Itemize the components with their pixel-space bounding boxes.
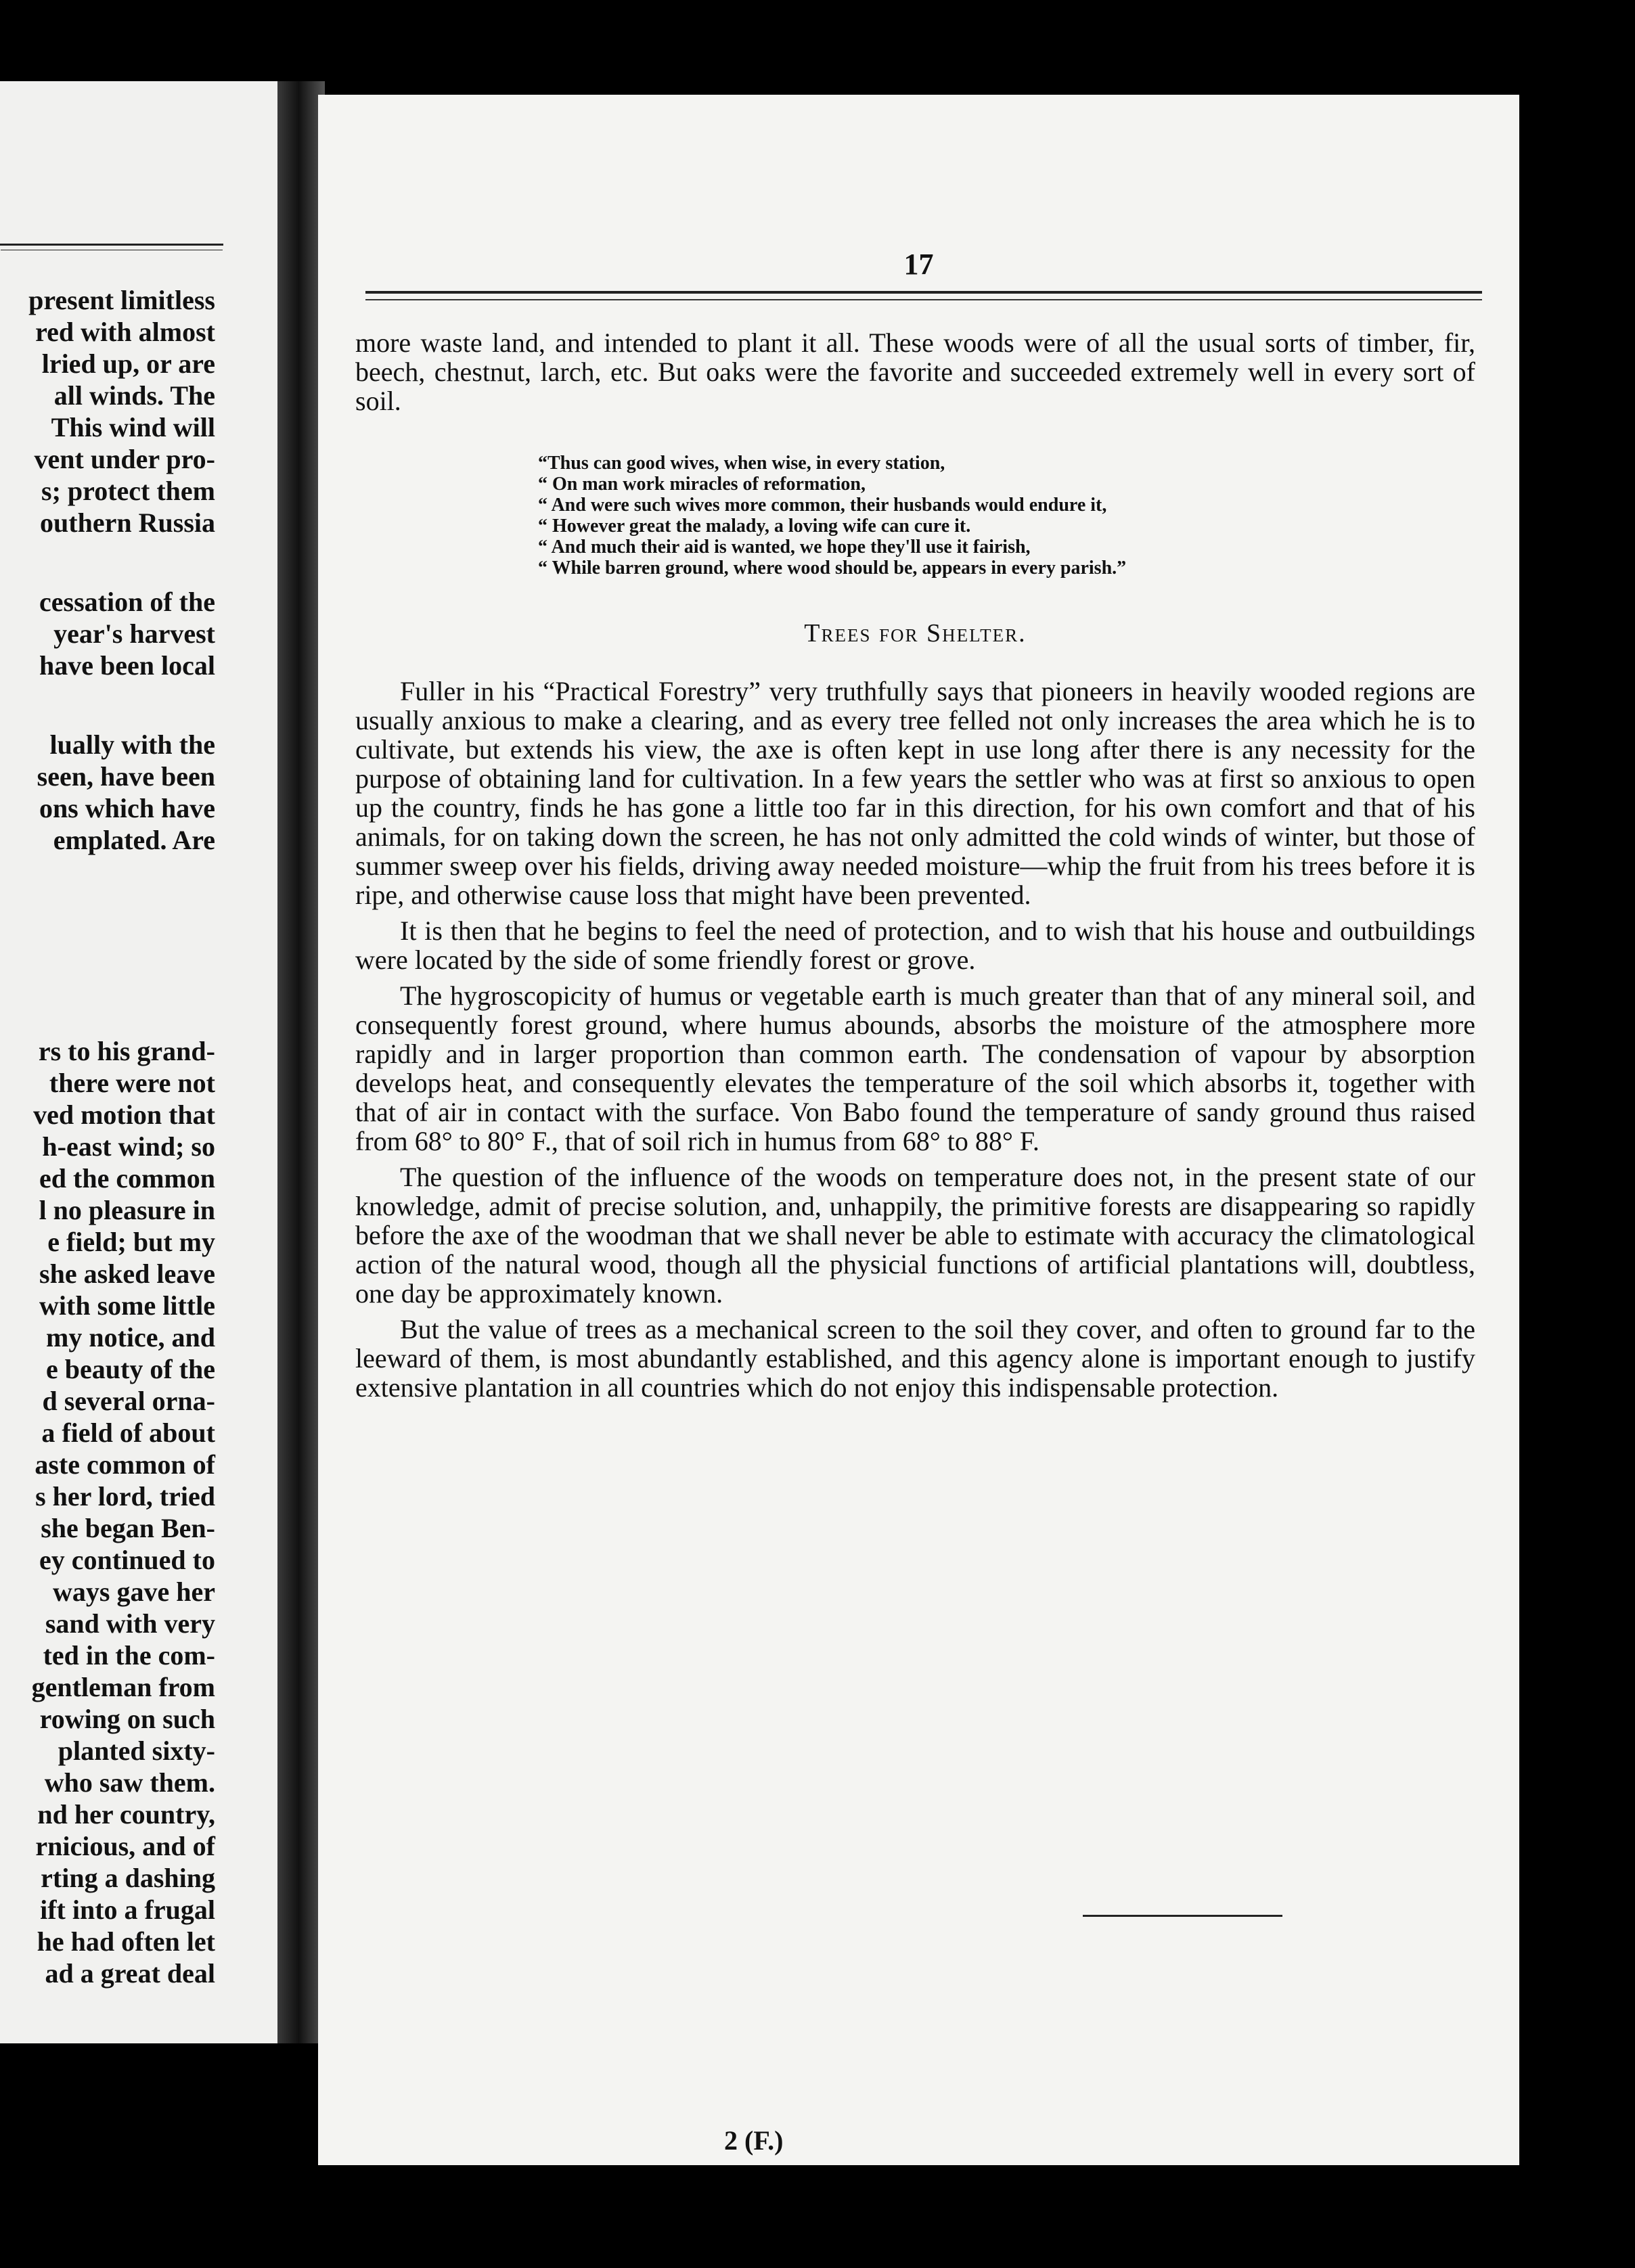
page-body bbox=[355, 328, 1475, 1402]
text-line: present limitless bbox=[28, 285, 215, 315]
verse-line: “ However great the malady, a loving wife can cure it. bbox=[538, 516, 971, 537]
text-line: ted in the com- bbox=[43, 1640, 215, 1671]
text-line: nd her country, bbox=[37, 1799, 215, 1830]
text-line: sand with very bbox=[45, 1608, 215, 1639]
body-paragraph: The hygroscopicity of humus or vegetable earth is much greater than that of any mineral soil, and consequently forest ground, where humus abounds, absorbs the moisture of the atmosphere more rapidly and in larger proportion than common earth. The condensation of vapour by absorption develops heat, and consequently elevates the temperature of the soil which absorbs it, together with that of air in contact with the surface. Von Babo found the temperature of sandy ground thus raised from 68° to 80° F., that of soil rich in humus from 68° to 88° F. bbox=[355, 980, 1475, 1156]
previous-page-text bbox=[0, 284, 215, 1989]
section-heading: Trees for Shelter. bbox=[804, 619, 1027, 648]
text-line: cessation of the bbox=[39, 587, 215, 617]
text-line: rting a dashing bbox=[41, 1863, 215, 1893]
text-line: ey continued to bbox=[39, 1545, 215, 1575]
verse-line: “ And were such wives more common, their husbands would endure it, bbox=[538, 495, 1107, 516]
text-line: red with almost bbox=[35, 317, 215, 347]
text-line: aste common of bbox=[35, 1449, 215, 1480]
verse-line: “ On man work miracles of reformation, bbox=[538, 474, 866, 495]
header-rule-thin bbox=[365, 299, 1482, 300]
text-line: rowing on such bbox=[39, 1704, 215, 1734]
text-line: lried up, or are bbox=[41, 348, 215, 379]
text-line: have been local bbox=[39, 650, 215, 681]
text-line: he had often let bbox=[37, 1926, 215, 1957]
text-line: ved motion that bbox=[33, 1099, 215, 1130]
text-line: This wind will bbox=[51, 412, 215, 443]
text-line: l no pleasure in bbox=[39, 1195, 215, 1225]
signature-mark: 2 (F.) bbox=[724, 2125, 784, 2156]
text-line: emplated. Are bbox=[53, 825, 215, 855]
text-line: my notice, and bbox=[46, 1322, 215, 1353]
text-line: e field; but my bbox=[47, 1227, 215, 1257]
page-number: 17 bbox=[903, 248, 934, 281]
page bbox=[318, 95, 1519, 2165]
text-line: ons which have bbox=[39, 793, 215, 823]
verse-line: “Thus can good wives, when wise, in every station, bbox=[538, 453, 945, 474]
text-line: a field of about bbox=[41, 1418, 215, 1448]
text-line: e beauty of the bbox=[46, 1354, 215, 1384]
previous-page-fragment bbox=[0, 81, 277, 2043]
body-paragraph: But the value of trees as a mechanical screen to the soil they cover, and often to ground far to the leeward of them, is most abundantly established, and this agency alone is important enough to justify extensive plantation in all countries which do not enjoy this indispensable protection. bbox=[355, 1314, 1475, 1403]
text-line: with some little bbox=[39, 1290, 215, 1321]
text-line: vent under pro- bbox=[34, 444, 215, 474]
text-line: who saw them. bbox=[44, 1767, 215, 1798]
text-line: h-east wind; so bbox=[42, 1131, 215, 1162]
text-line: year's harvest bbox=[53, 618, 215, 649]
text-line: outhern Russia bbox=[40, 507, 215, 538]
text-line: planted sixty- bbox=[58, 1736, 215, 1766]
verse-line: “ While barren ground, where wood should be, appears in every parish.” bbox=[538, 558, 1127, 579]
text-line: ways gave her bbox=[53, 1577, 215, 1607]
text-line: ift into a frugal bbox=[40, 1895, 215, 1925]
text-line: ed the common bbox=[39, 1163, 215, 1194]
text-line: she began Ben- bbox=[41, 1513, 215, 1543]
text-line: ad a great deal bbox=[45, 1958, 215, 1989]
text-line: seen, have been bbox=[37, 761, 215, 792]
text-line: rnicious, and of bbox=[35, 1831, 215, 1861]
text-line: gentleman from bbox=[31, 1672, 215, 1702]
text-line: s; protect them bbox=[41, 476, 215, 506]
header-rule bbox=[365, 291, 1482, 294]
text-line: all winds. The bbox=[53, 380, 215, 411]
body-paragraph: Fuller in his “Practical Forestry” very truthfully says that pioneers in heavily wooded regions are usually anxious to make a clearing, and as every tree felled not only increases the area which he is to cultivate, but extends his view, the axe is often kept in use long after there is any necessity for the purpose of obtaining land for cultivation. In a few years the settler who was at first so anxious to open up the country, finds he has gone a little too far in this direction, for his own comfort and that of his animals, for on taking down the screen, he has not only admitted the cold winds of winter, but those of summer sweep over his fields, driving away needed moisture—whip the fruit from his trees before it is ripe, and otherwise cause loss that might have been prevented. bbox=[355, 676, 1475, 910]
closing-rule bbox=[1083, 1915, 1282, 1917]
body-paragraph: The question of the influence of the woods on temperature does not, in the present state of our knowledge, admit of precise solution, and, unhappily, the primitive forests are disappearing so rapidly before the axe of the woodman that we shall never be able to estimate with accuracy the climatological action of the natural wood, though all the physicial functions of artificial plantations will, doubtless, one day be approximately known. bbox=[355, 1162, 1475, 1309]
verse-quote bbox=[538, 453, 1475, 579]
text-line: rs to his grand- bbox=[38, 1036, 215, 1066]
text-line: d several orna- bbox=[42, 1386, 215, 1416]
header-rule bbox=[0, 244, 223, 246]
text-line: s her lord, tried bbox=[35, 1481, 215, 1512]
text-line: there were not bbox=[49, 1068, 215, 1098]
text-line: she asked leave bbox=[39, 1258, 215, 1289]
text-line: lually with the bbox=[49, 729, 215, 760]
verse-line: “ And much their aid is wanted, we hope they'll use it fairish, bbox=[538, 537, 1031, 558]
body-paragraph: It is then that he begins to feel the need of protection, and to wish that his house and outbuildings were located by the side of some friendly forest or grove. bbox=[355, 915, 1475, 975]
opening-paragraph: more waste land, and intended to plant it all. These woods were of all the usual sorts of timber, fir, beech, chestnut, larch, etc. But oaks were the favorite and succeeded extremely well in every sort of soil. bbox=[355, 327, 1475, 416]
